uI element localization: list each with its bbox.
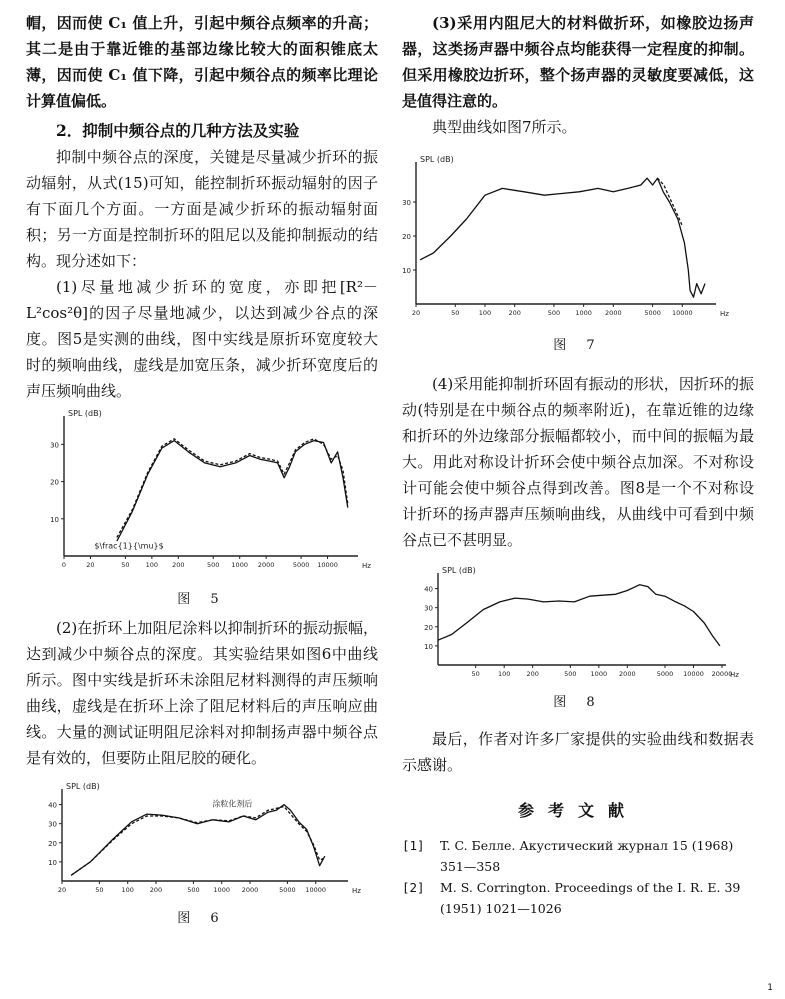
paragraph-thanks: 最后，作者对许多厂家提供的实验曲线和数据表示感谢。	[402, 730, 754, 774]
x-tick-label: 0	[61, 561, 67, 569]
x-tick-label: 2000	[241, 886, 259, 894]
y-axis-label: SPL (dB)	[420, 155, 454, 164]
x-tick-label: 2000	[257, 561, 275, 569]
x-tick-label: 100	[121, 886, 134, 894]
x-tick-label: 1000	[231, 561, 248, 569]
page-number: 1	[767, 983, 773, 993]
y-tick-label: 20	[402, 233, 411, 241]
chart-annotation: $\frac{1}{\mu}$	[94, 541, 164, 551]
x-tick-label: 20	[86, 561, 95, 569]
series-line-solid	[117, 441, 348, 541]
paragraph-method-1: (1)尽量地减少折环的宽度，亦即把[R²－L²cos²θ]的因子尽量地减少，以达到减少谷点的深度。图5是实测的曲线，图中实线是原折环宽度较大时的频响曲线，虚线是加宽压条，减少折环宽度后的声压频响曲线。	[26, 278, 378, 400]
x-tick-label: 200	[172, 561, 185, 569]
reference-number: [1]	[402, 838, 425, 853]
x-tick-label: 20000	[711, 670, 733, 678]
x-tick-label: 200	[149, 886, 163, 894]
y-axis-label: SPL (dB)	[66, 782, 100, 791]
y-tick-label: 10	[402, 267, 411, 275]
left-column	[26, 10, 378, 926]
x-tick-label: 10000	[305, 886, 327, 894]
x-tick-label: 500	[207, 561, 220, 569]
x-tick-label: 5000	[656, 670, 674, 678]
y-tick-label: 30	[402, 199, 411, 207]
x-tick-label: 50	[121, 561, 130, 569]
y-tick-label: 30	[424, 604, 433, 613]
x-tick-label: 10000	[671, 309, 693, 317]
paragraph-method-3: (3)采用内阻尼大的材料做折环，如橡胶边扬声器，这类扬声器中频谷点均能获得一定程度的抑制。但采用橡胶边折环，整个扬声器的灵敏度要减低，这是值得注意的。	[402, 14, 754, 110]
y-tick-label: 20	[424, 623, 433, 632]
figure-7-chart	[402, 154, 747, 326]
y-tick-label: 20	[48, 839, 57, 848]
y-axis-label: SPL (dB)	[68, 409, 102, 418]
x-axis-label: Hz	[720, 310, 729, 318]
figure-5-chart	[26, 409, 371, 580]
section-heading: 2．抑制中频谷点的几种方法及实验	[56, 121, 300, 140]
y-tick-label: 40	[48, 801, 57, 810]
x-tick-label: 100	[497, 670, 511, 678]
right-column	[402, 10, 754, 919]
x-tick-label: 1000	[575, 309, 592, 317]
x-tick-label: 5000	[279, 886, 296, 894]
reference-text: M. S. Corrington. Proceedings of the I. R. E. 39 (1951) 1021—1026	[440, 880, 741, 916]
y-tick-label: 30	[50, 441, 59, 450]
y-axis-label: SPL (dB)	[442, 566, 476, 575]
series-line-solid	[71, 805, 325, 876]
y-tick-label: 10	[50, 515, 59, 524]
x-tick-label: 50	[95, 886, 104, 894]
x-tick-label: 20	[57, 886, 67, 894]
reference-item	[402, 835, 754, 877]
x-tick-label: 2000	[605, 309, 622, 317]
x-tick-label: 5000	[292, 561, 310, 569]
figure-5	[26, 410, 378, 607]
x-tick-label: 200	[526, 670, 539, 678]
series-line-solid	[438, 585, 720, 646]
y-tick-label: 30	[48, 820, 57, 829]
figure-6-chart	[26, 781, 366, 899]
x-tick-label: 50	[471, 670, 480, 678]
x-tick-label: 10000	[683, 670, 704, 678]
figure-6-caption: 图 6	[177, 911, 227, 926]
figure-6	[26, 781, 378, 926]
figure-8-chart	[402, 565, 742, 683]
reference-number: [2]	[402, 880, 425, 895]
y-tick-label: 10	[48, 858, 57, 867]
y-tick-label: 20	[50, 478, 59, 487]
paragraph-intro: 帽，因而使 C₁ 值上升，引起中频谷点频率的升高；其二是由于靠近锥的基部边缘比较大的面积锥底太薄，因而使 C₁ 值下降，引起中频谷点的频率比理论计算值偏低。	[26, 14, 378, 110]
x-axis-label: Hz	[352, 887, 361, 895]
x-tick-label: 10000	[317, 561, 338, 569]
series-line-dashed	[117, 439, 348, 538]
x-axis-label: Hz	[730, 671, 739, 679]
x-tick-label: 500	[564, 670, 577, 678]
x-axis-label: Hz	[362, 562, 371, 570]
paragraph-methods: 抑制中频谷点的深度，关键是尽量减少折环的振动辐射，从式(15)可知，能控制折环振动辐射的因子有下面几个方面。一方面是减少折环的振动辐射面积；另一方面是控制折环的阻尼以及能抑制振动的结构。现分述如下：	[26, 148, 378, 270]
figure-7	[402, 154, 754, 353]
y-tick-label: 40	[424, 585, 433, 594]
x-tick-label: 2000	[619, 670, 636, 678]
y-tick-label: 10	[424, 642, 433, 651]
x-tick-label: 5000	[644, 309, 661, 317]
x-tick-label: 50	[451, 309, 460, 317]
x-tick-label: 1000	[213, 886, 230, 894]
figure-8-caption: 图 8	[553, 695, 603, 710]
series-line-solid	[420, 178, 705, 297]
x-tick-label: 20	[411, 309, 421, 317]
reference-item	[402, 877, 754, 919]
figure-5-caption: 图 5	[177, 592, 227, 607]
x-tick-label: 200	[508, 309, 521, 317]
x-tick-label: 500	[547, 309, 561, 317]
paragraph-method-3-figure-ref: 典型曲线如图7所示。	[432, 118, 577, 136]
reference-text: T. C. Белле. Акустический журнал 15 (1968) 351—358	[440, 838, 734, 874]
x-tick-label: 100	[145, 561, 159, 569]
series-line-dashed	[71, 807, 325, 876]
figure-8	[402, 565, 754, 710]
paragraph-method-4: (4)采用能抑制折环固有振动的形状，因折环的振动(特别是在中频谷点的频率附近)，在靠近锥的边缘和折环的外边缘部分振幅都较小，而中间的振幅为最大。用此对称设计折环会使中频谷点加深。不对称设计可能会使中频谷点得到改善。图8是一个不对称设计折环的扬声器声压频响曲线，从曲线中可看到中频谷点已不甚明显。	[402, 375, 754, 549]
x-tick-label: 500	[187, 886, 200, 894]
x-tick-label: 1000	[590, 670, 608, 678]
chart-annotation: 涂粒化剂后	[212, 799, 253, 809]
figure-7-caption: 图 7	[553, 338, 603, 353]
paragraph-method-2: (2)在折环上加阻尼涂料以抑制折环的振动振幅，达到减少中频谷点的深度。其实验结果如图6中曲线所示。图中实线是折环未涂阻尼材料测得的声压频响曲线，虚线是在折环上涂了阻尼材料后的声压响应曲线。大量的测试证明阻尼涂料对抑制扬声器中频谷点是有效的，但要防止阻尼胶的硬化。	[26, 619, 378, 767]
x-tick-label: 100	[478, 309, 492, 317]
references-title: 参考文献	[517, 801, 638, 820]
